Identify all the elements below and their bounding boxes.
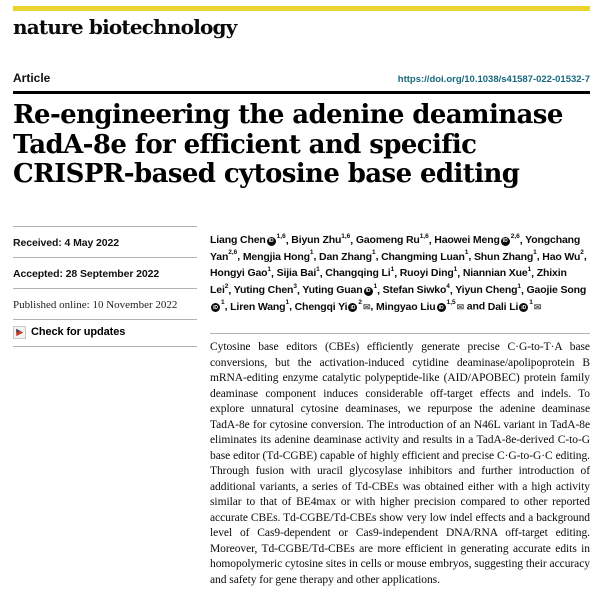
accepted-date: Accepted: 28 September 2022	[13, 267, 160, 280]
published-date: Published online: 10 November 2022	[13, 298, 178, 311]
accepted-date-row	[13, 257, 197, 288]
affiliation-superscript: 1	[529, 299, 533, 307]
masthead-accent-bar	[13, 6, 590, 11]
abstract-text: Cytosine base editors (CBEs) efficiently generate precise C·G-to-T·A base conversions, but the activation-induced cytidine deaminase/apolipoprotein B mRNA-editing enzyme catalytic polypeptide-like (AID/APOBEC) protein family deaminase component induces considerable off-target effects and indels. To explore unnatural cytosine deaminases, we repurpose the adenine deaminase TadA-8e for cytosine conversion. The introduction of an N46L variant in TadA-8e eliminates its adenine deaminase activity and results in a TadA-8e-derived C-to-G base editor (Td-CGBE) capable of highly efficient and precise C·G-to-G·C editing. Through fusion with uracil glycosylase inhibitors and further introduction of additional variants, a series of Td-CBEs was obtained either with a high activity similar to that of BE4max or with higher precision compared to other reported accurate CBEs. Td-CGBE/Td-CBEs show very low indel effects and a background level of Cas9-dependent or Cas9-independent DNA/RNA off-target editing. Moreover, Td-CGBE/Td-CBEs are more efficient in generating accurate edits in homopolymeric cytosine sites in cells or mouse embryos, suggesting their accuracy and safety for gene therapy and other applications.	[210, 341, 590, 586]
author-name: Sijia Bai$^1$	[276, 265, 320, 280]
affiliation-superscript: 1	[373, 282, 378, 290]
affiliation-superscript: 2,6	[510, 232, 520, 240]
affiliation-superscript: 2	[580, 249, 584, 257]
affiliation-superscript: 1,6	[419, 232, 429, 240]
author-name: Zhixin Lei$^2$	[210, 267, 567, 297]
author-name: Gaomeng Ru$^{1,6}$	[355, 232, 429, 246]
author-name: Ruoyi Ding$^1$	[399, 265, 458, 280]
author-name: Haowei Meng iD$^{2,6}$	[434, 232, 520, 246]
author-name: Shun Zhang$^1$	[473, 249, 537, 263]
affiliation-superscript: 1	[527, 265, 532, 273]
author-name: Mingyao Liu iD$^{1,5}$✉	[375, 299, 465, 313]
author-name: Changming Luan$^1$	[381, 249, 469, 263]
received-date-row	[13, 226, 197, 257]
author-name: Yuting Guan $iD^1$	[302, 282, 378, 297]
author-name: Changqing Li$^1$	[325, 265, 395, 280]
affiliation-superscript: 4	[446, 282, 450, 290]
author-name: Yiyun Cheng$^1$	[455, 282, 521, 297]
page-title	[13, 101, 590, 190]
article-type-label: Article	[13, 71, 51, 85]
check-for-updates-button[interactable]	[13, 319, 197, 347]
affiliation-superscript: 2	[224, 282, 229, 290]
author-name: Liang Chen iD$^{1,6}$	[210, 232, 286, 246]
orcid-icon[interactable]: iD	[348, 303, 357, 312]
affiliation-superscript: 1	[316, 265, 320, 273]
main-content-column	[210, 226, 590, 589]
orcid-icon[interactable]: iD	[437, 303, 446, 312]
crossmark-icon	[13, 326, 26, 339]
author-name: Liren Wang$^1$	[230, 299, 290, 313]
author-list: Liang Chen iD$^{1,6}$, Biyun Zhu$^{1,6}$, Gaomeng Ru$^{1,6}$, Haowei Meng iD$^{2,6}$, Yongchang Yan$^{2,6}$, Mengjia Hong$^1$, Dan Zhang$^1$, Changming Luan$^1$, Shun Zhang$^1$, Hao Wu$^2$, Hongyi Gao$^1$, Sijia Bai$^1$, Changqing Li$^1$, Ruoyi Ding$^1$, Niannian Xue$^1$, Zhixin Lei$^2$, Yuting Chen$^3$, Yuting Guan $iD^1$, Stefan Siwko$^4$, Yiyun Cheng$^1$, Gaojie SongiD$^1$, Liren Wang$^1$, Chengqi Yi $iD^2✉$, Mingyao Liu iD$^{1,5}$✉ and Dali Li $iD^1✉$	[210, 232, 587, 313]
orcid-icon[interactable]: iD	[364, 287, 373, 296]
orcid-icon[interactable]: iD	[519, 303, 528, 312]
author-name: Dan Zhang$^1$	[319, 249, 376, 263]
affiliation-superscript: 1	[371, 249, 376, 257]
orcid-icon[interactable]: iD	[501, 237, 510, 246]
author-name: Yuting Chen$^3$	[233, 282, 297, 297]
orcid-icon[interactable]: iD	[211, 303, 220, 312]
email-icon[interactable]: ✉	[533, 301, 542, 312]
affiliation-superscript: 1	[390, 265, 395, 273]
author-name: Biyun Zhu$^{1,6}$	[291, 232, 351, 246]
author-name: Hongyi Gao$^1$	[210, 265, 272, 280]
affiliation-superscript: 1	[464, 249, 469, 257]
author-name: Gaojie SongiD$^1$	[210, 284, 586, 313]
affiliation-superscript: 2,6	[228, 249, 238, 257]
affiliation-superscript: 1	[533, 249, 537, 257]
affiliation-superscript: 1	[267, 265, 272, 273]
title-line: Re-engineering the adenine deaminase	[13, 100, 563, 130]
check-for-updates-label: Check for updates	[31, 326, 126, 338]
affiliation-superscript: 1	[285, 299, 290, 307]
doi-link[interactable]: https://doi.org/10.1038/s41587-022-01532-7	[397, 74, 590, 85]
author-name: Stefan Siwko$^4$	[382, 282, 450, 297]
affiliation-superscript: 1,5	[446, 299, 456, 307]
affiliation-superscript: 2	[358, 299, 363, 307]
published-date-row	[13, 288, 197, 319]
email-icon[interactable]: ✉	[363, 301, 371, 312]
affiliation-superscript: 3	[293, 282, 297, 290]
affiliation-superscript: 1	[517, 282, 521, 290]
title-line: TadA-8e for efficient and specific	[13, 129, 477, 160]
affiliation-superscript: 1	[453, 265, 458, 273]
orcid-icon[interactable]: iD	[267, 237, 276, 246]
email-icon[interactable]: ✉	[456, 301, 465, 312]
title-line: CRISPR-based cytosine base editing	[13, 159, 520, 189]
author-name: Hao Wu$^2$	[542, 249, 584, 263]
affiliation-superscript: 1	[221, 299, 225, 307]
journal-logo: nature biotechnology	[13, 15, 237, 39]
author-name: Mengjia Hong$^1$	[242, 249, 314, 263]
affiliation-superscript: 1	[309, 249, 314, 257]
author-name: Chengqi Yi $iD^2✉$	[294, 299, 371, 313]
dates-sidebar	[13, 226, 197, 589]
article-meta-row	[13, 71, 590, 85]
author-name: Yongchang Yan$^{2,6}$	[210, 234, 581, 263]
affiliation-superscript: 1,6	[341, 232, 351, 240]
two-column-area	[13, 226, 590, 589]
received-date: Received: 4 May 2022	[13, 236, 119, 249]
author-name: Niannian Xue$^1$	[462, 265, 532, 280]
affiliation-superscript: 1,6	[276, 232, 286, 240]
title-divider-rule	[13, 91, 590, 94]
author-name: Dali Li $iD^1✉$	[487, 299, 542, 313]
abstract-divider-rule	[210, 333, 590, 334]
